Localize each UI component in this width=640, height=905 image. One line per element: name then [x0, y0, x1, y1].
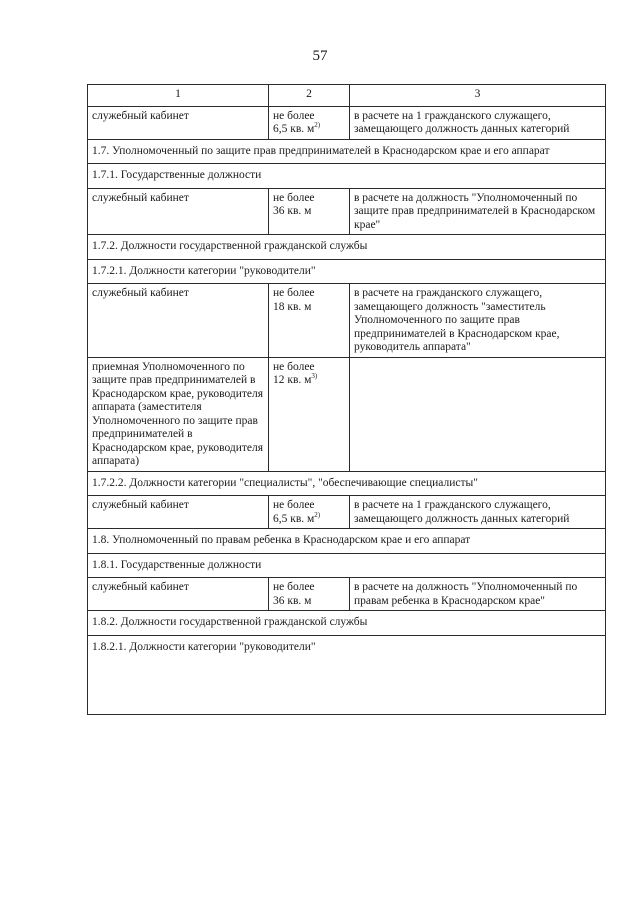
area-value-line	[273, 374, 345, 388]
column-header-1: 1	[88, 85, 269, 107]
section-row	[88, 635, 606, 714]
norms-table	[87, 84, 606, 715]
area-value-line	[273, 301, 345, 315]
area-value-line	[273, 205, 345, 219]
area-value: 18 кв. м	[273, 300, 312, 313]
table-row	[88, 578, 606, 611]
area-value: 12 кв. м	[273, 374, 312, 386]
calculation-note-cell: в расчете на должность "Уполномоченный по защите прав предпринимателей в Краснодарском крае"	[350, 188, 606, 235]
section-title: 1.8.2.1. Должности категории "руководители"	[88, 635, 606, 714]
area-norm-cell	[269, 284, 350, 358]
table-header-row	[88, 85, 606, 107]
premises-cell: служебный кабинет	[88, 496, 269, 529]
section-title: 1.7.2.2. Должности категории "специалисты", "обеспечивающие специалисты"	[88, 471, 606, 496]
footnote-marker: 2)	[314, 510, 321, 519]
section-title: 1.7.1. Государственные должности	[88, 164, 606, 189]
premises-cell: служебный кабинет	[88, 578, 269, 611]
section-title: 1.8.1. Государственные должности	[88, 553, 606, 578]
column-header-3: 3	[350, 85, 606, 107]
area-norm-cell	[269, 496, 350, 529]
area-value: 6,5 кв. м	[273, 123, 315, 135]
section-row	[88, 259, 606, 284]
footnote-marker: 2)	[314, 121, 321, 130]
area-limit-label: не более	[273, 499, 315, 511]
table-row	[88, 188, 606, 235]
area-norm-cell	[269, 106, 350, 139]
calculation-note-cell: в расчете на гражданского служащего, замещающего должность "заместитель Уполномоченного по защите прав предпринимателей в Краснодарском крае, руководитель аппарата"	[350, 284, 606, 358]
calculation-note-cell: в расчете на должность "Уполномоченный по правам ребенка в Краснодарском крае"	[350, 578, 606, 611]
table-row	[88, 357, 606, 471]
premises-cell: приемная Уполномоченного по защите прав предпринимателей в Краснодарском крае, руководителя аппарата (заместителя Уполномоченного по защите прав предпринимателей в Краснодарском крае, руководителя аппарата)	[88, 357, 269, 471]
premises-cell: служебный кабинет	[88, 188, 269, 235]
footnote-marker: 3)	[311, 372, 318, 381]
premises-cell: служебный кабинет	[88, 106, 269, 139]
area-value: 36 кв. м	[273, 594, 312, 607]
area-value-line	[273, 595, 345, 609]
column-header-2: 2	[269, 85, 350, 107]
section-title: 1.7.2.1. Должности категории "руководители"	[88, 259, 606, 284]
area-limit-label: не более	[273, 109, 315, 122]
section-title: 1.7.2. Должности государственной гражданской службы	[88, 235, 606, 260]
table-row	[88, 496, 606, 529]
area-norm-cell	[269, 188, 350, 235]
area-value-line	[273, 510, 345, 527]
table-row	[88, 284, 606, 358]
section-row	[88, 164, 606, 189]
section-row	[88, 611, 606, 636]
section-title: 1.8.2. Должности государственной гражданской службы	[88, 611, 606, 636]
premises-cell: служебный кабинет	[88, 284, 269, 358]
area-limit-label: не более	[273, 287, 315, 299]
calculation-note-cell	[350, 357, 606, 471]
section-row	[88, 235, 606, 260]
area-limit-label: не более	[273, 191, 315, 204]
area-norm-cell	[269, 578, 350, 611]
calculation-note-cell: в расчете на 1 гражданского служащего, замещающего должность данных категорий	[350, 106, 606, 139]
area-value: 6,5 кв. м	[273, 512, 315, 525]
section-row	[88, 553, 606, 578]
calculation-note-cell: в расчете на 1 гражданского служащего, замещающего должность данных категорий	[350, 496, 606, 529]
section-title: 1.8. Уполномоченный по правам ребенка в Краснодарском крае и его аппарат	[88, 529, 606, 554]
section-row	[88, 139, 606, 164]
page-number: 57	[312, 48, 328, 64]
table-row	[88, 106, 606, 139]
area-limit-label: не более	[273, 581, 315, 593]
section-row	[88, 471, 606, 496]
area-limit-label: не более	[273, 360, 315, 373]
area-value: 36 кв. м	[273, 205, 312, 217]
area-value-line	[273, 123, 345, 137]
area-norm-cell	[269, 357, 350, 471]
section-row	[88, 529, 606, 554]
section-title: 1.7. Уполномоченный по защите прав предпринимателей в Краснодарском крае и его аппарат	[88, 139, 606, 164]
